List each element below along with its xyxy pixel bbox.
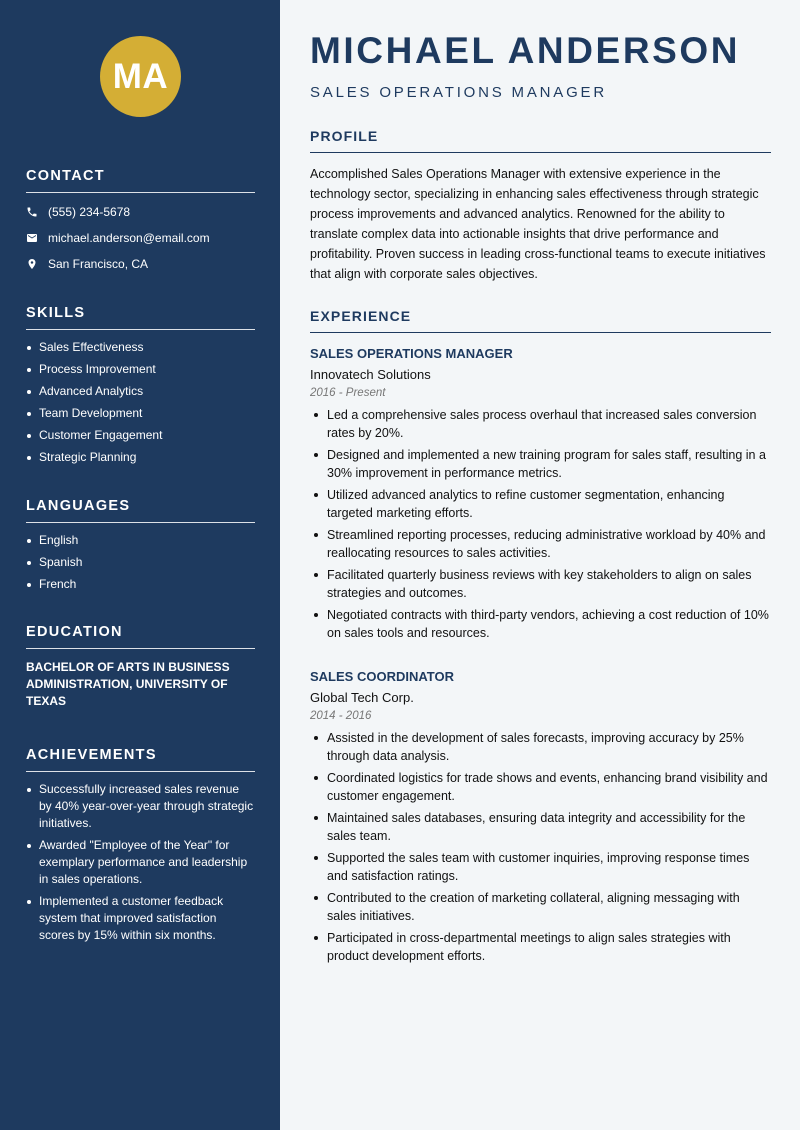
list-item: Streamlined reporting processes, reducing administrative workload by 40% and reallocating resources to sales activities. xyxy=(310,526,771,562)
contact-phone xyxy=(26,199,255,225)
job-title: SALES COORDINATOR xyxy=(310,669,454,684)
job-bullets xyxy=(310,406,771,642)
list-item: English xyxy=(26,532,255,549)
education-title: EDUCATION xyxy=(26,624,255,649)
list-item: Awarded "Employee of the Year" for exemplary performance and leadership in sales operations. xyxy=(26,837,255,888)
profile-text: Accomplished Sales Operations Manager with extensive experience in the technology sector, specializing in enhancing sales effectiveness through strategic process improvements and advanced analytics. Renowned for the ability to translate complex data into actionable insights that drive performance and profitability. Proven success in leading cross-functional teams to execute initiatives that align with corporate sales objectives. xyxy=(310,167,766,281)
skills-title: SKILLS xyxy=(26,305,255,330)
list-item: Supported the sales team with customer inquiries, improving response times and satisfaction ratings. xyxy=(310,849,771,885)
achievements-list xyxy=(26,781,255,944)
list-item: Assisted in the development of sales forecasts, improving accuracy by 25% through data analysis. xyxy=(310,729,771,765)
contact-section xyxy=(26,168,255,277)
list-item: French xyxy=(26,576,255,593)
job-company: Innovatech Solutions xyxy=(310,367,431,382)
list-item: Designed and implemented a new training program for sales staff, resulting in a 30% improvement in performance metrics. xyxy=(310,446,771,482)
list-item: Team Development xyxy=(26,405,255,422)
job-entry xyxy=(310,346,771,646)
languages-list xyxy=(26,532,255,593)
profile-title: PROFILE xyxy=(310,128,771,153)
list-item: Utilized advanced analytics to refine customer segmentation, enhancing targeted marketing efforts. xyxy=(310,486,771,522)
list-item: Process Improvement xyxy=(26,361,255,378)
candidate-name: MICHAEL ANDERSON xyxy=(310,30,741,71)
phone-text: (555) 234-5678 xyxy=(48,205,131,219)
languages-section xyxy=(26,498,255,598)
contact-location xyxy=(26,251,255,277)
list-item: Sales Effectiveness xyxy=(26,339,255,356)
list-item: Customer Engagement xyxy=(26,427,255,444)
avatar: MA xyxy=(100,36,181,117)
achievements-section xyxy=(26,747,255,949)
list-item: Successfully increased sales revenue by 40% year-over-year through strategic initiatives. xyxy=(26,781,255,832)
list-item: Facilitated quarterly business reviews with key stakeholders to align on sales strategies and outcomes. xyxy=(310,566,771,602)
experience-title: EXPERIENCE xyxy=(310,308,771,333)
contact-email xyxy=(26,225,255,251)
education-degree: BACHELOR OF ARTS IN BUSINESS ADMINISTRATION, UNIVERSITY OF TEXAS xyxy=(26,660,230,708)
list-item: Implemented a customer feedback system that improved satisfaction scores by 15% within six months. xyxy=(26,893,255,944)
sidebar xyxy=(0,0,280,1130)
job-dates: 2014 - 2016 xyxy=(310,710,372,722)
job-title: SALES OPERATIONS MANAGER xyxy=(310,346,513,361)
email-icon xyxy=(26,232,48,244)
job-entry xyxy=(310,669,771,969)
list-item: Advanced Analytics xyxy=(26,383,255,400)
achievements-title: ACHIEVEMENTS xyxy=(26,747,255,772)
contact-title: CONTACT xyxy=(26,168,255,193)
job-company: Global Tech Corp. xyxy=(310,690,414,705)
skills-list xyxy=(26,339,255,466)
list-item: Led a comprehensive sales process overhaul that increased sales conversion rates by 20%. xyxy=(310,406,771,442)
phone-icon xyxy=(26,206,48,218)
list-item: Participated in cross-departmental meetings to align sales strategies with product development efforts. xyxy=(310,929,771,965)
list-item: Strategic Planning xyxy=(26,449,255,466)
job-bullets xyxy=(310,729,771,965)
skills-section xyxy=(26,305,255,471)
list-item: Maintained sales databases, ensuring data integrity and accessibility for the sales team. xyxy=(310,809,771,845)
email-text: michael.anderson@email.com xyxy=(48,231,210,245)
education-section xyxy=(26,624,255,710)
list-item: Spanish xyxy=(26,554,255,571)
list-item: Contributed to the creation of marketing collateral, aligning messaging with sales initiatives. xyxy=(310,889,771,925)
list-item: Coordinated logistics for trade shows and events, enhancing brand visibility and customer engagement. xyxy=(310,769,771,805)
candidate-role: SALES OPERATIONS MANAGER xyxy=(310,84,607,101)
languages-title: LANGUAGES xyxy=(26,498,255,523)
location-pin-icon xyxy=(26,258,48,270)
list-item: Negotiated contracts with third-party vendors, achieving a cost reduction of 10% on sales tools and resources. xyxy=(310,606,771,642)
job-dates: 2016 - Present xyxy=(310,387,386,399)
location-text: San Francisco, CA xyxy=(48,257,149,271)
